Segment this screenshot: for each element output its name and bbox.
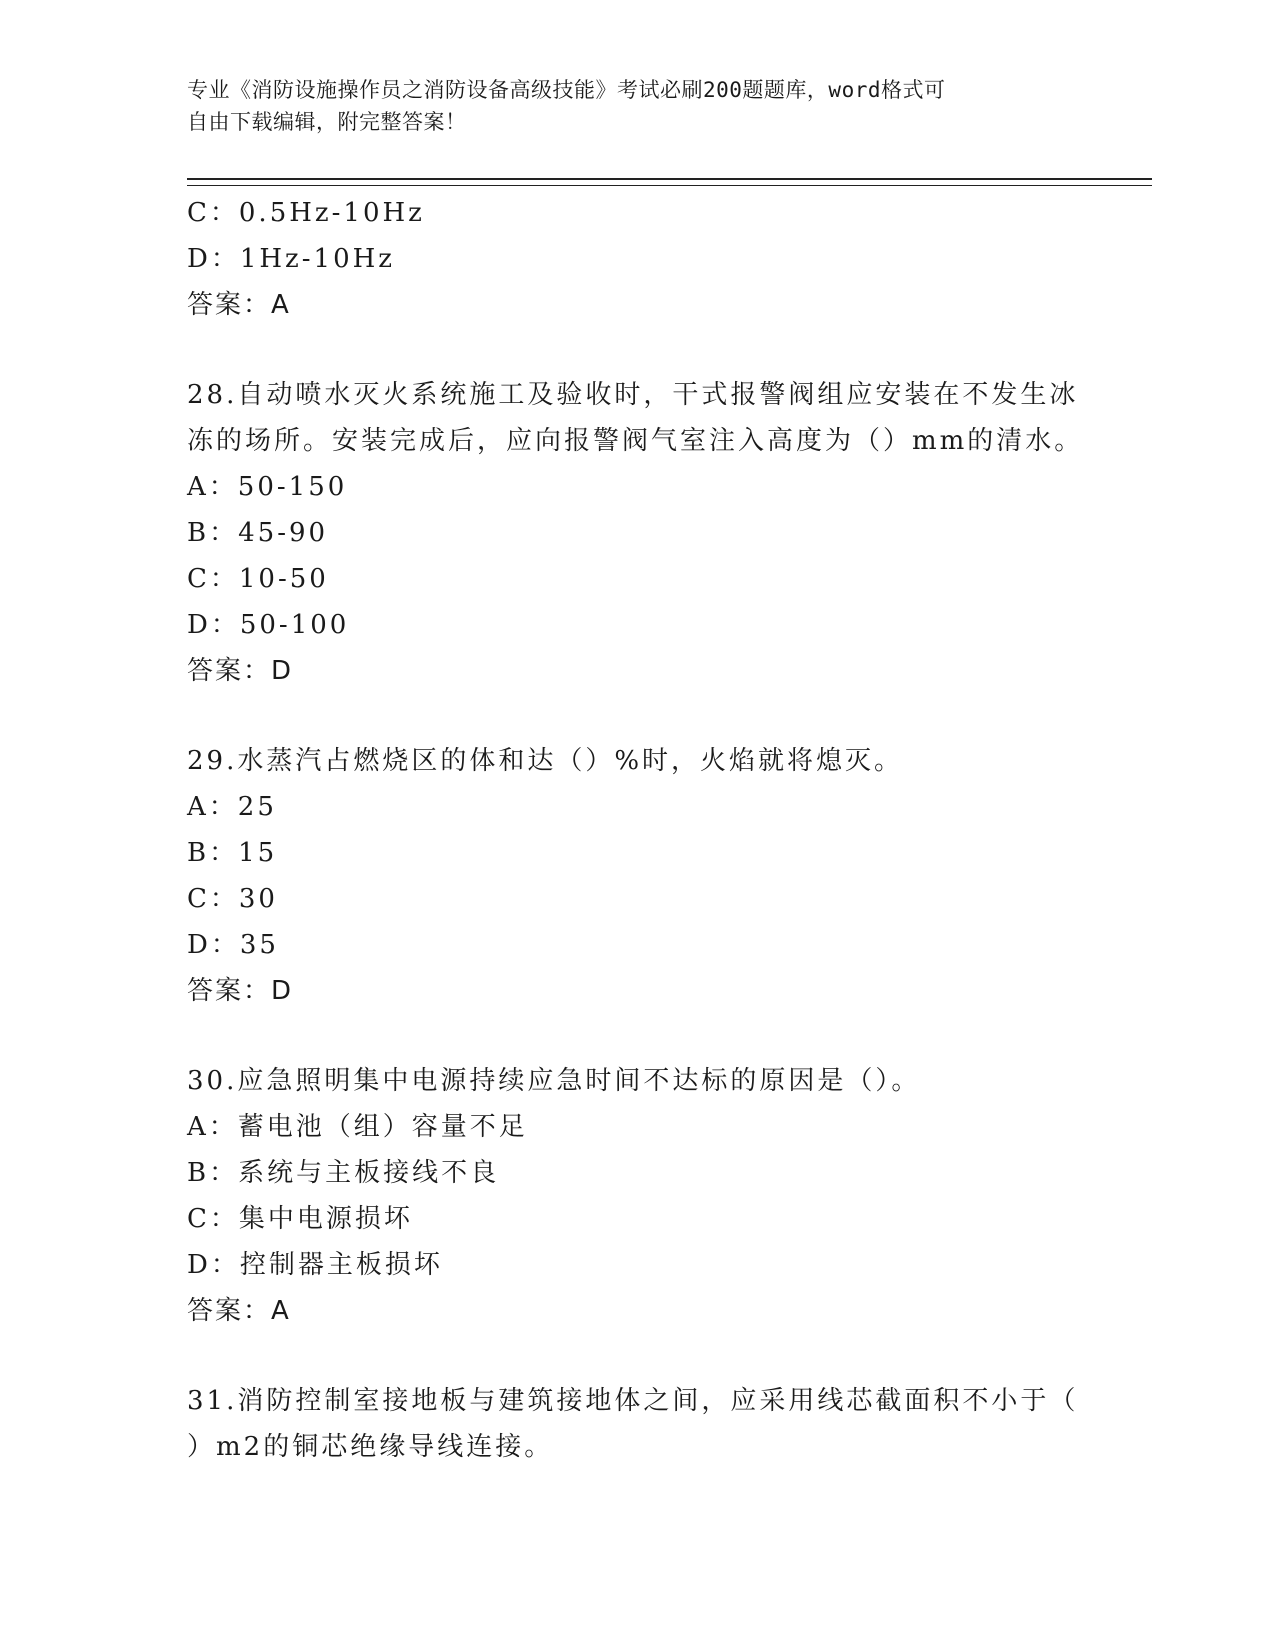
answer-line: 答案：A [187,1296,291,1326]
option-c: C：30 [187,884,278,914]
option-d: D：控制器主板损坏 [187,1250,443,1280]
option-c: C：0.5Hz-10Hz [187,198,425,228]
option-b: B：15 [187,838,278,868]
option-d: D：50-100 [187,610,350,640]
question-30 [187,1058,1087,1334]
question-stem: 30.应急照明集中电源持续应急时间不达标的原因是（）。 [187,1066,921,1096]
answer-line: 答案：A [187,290,291,320]
option-d: D：1Hz-10Hz [187,244,396,274]
option-a: A：25 [187,792,277,822]
question-28 [187,372,1087,694]
question-stem: ）m2的铜芯绝缘导线连接。 [187,1432,554,1462]
question-stem: 28.自动喷水灭火系统施工及验收时，干式报警阀组应安装在不发生冰 [187,380,1079,410]
option-a: A：50-150 [187,472,348,502]
question-stem: 冻的场所。安装完成后，应向报警阀气室注入高度为（）mm的清水。 [187,426,1084,456]
previous-question-tail [187,190,1087,328]
header-divider [187,178,1152,186]
page-header [187,74,1067,138]
answer-line: 答案：D [187,656,294,686]
option-b: B：45-90 [187,518,329,548]
document-body [187,190,1087,1470]
option-b: B：系统与主板接线不良 [187,1158,500,1188]
question-29 [187,738,1087,1014]
header-title-line-2: 自由下载编辑，附完整答案！ [187,110,467,134]
question-stem: 31.消防控制室接地板与建筑接地体之间，应采用线芯截面积不小于（ [187,1386,1079,1416]
option-d: D：35 [187,930,279,960]
option-c: C：集中电源损坏 [187,1204,413,1234]
option-c: C：10-50 [187,564,329,594]
question-31 [187,1378,1087,1470]
question-stem: 29.水蒸汽占燃烧区的体和达（）%时，火焰就将熄灭。 [187,746,904,776]
header-title-line-1: 专业《消防设施操作员之消防设备高级技能》考试必刷200题题库，word格式可 [187,78,946,102]
answer-line: 答案：D [187,976,294,1006]
option-a: A：蓄电池（组）容量不足 [187,1112,528,1142]
